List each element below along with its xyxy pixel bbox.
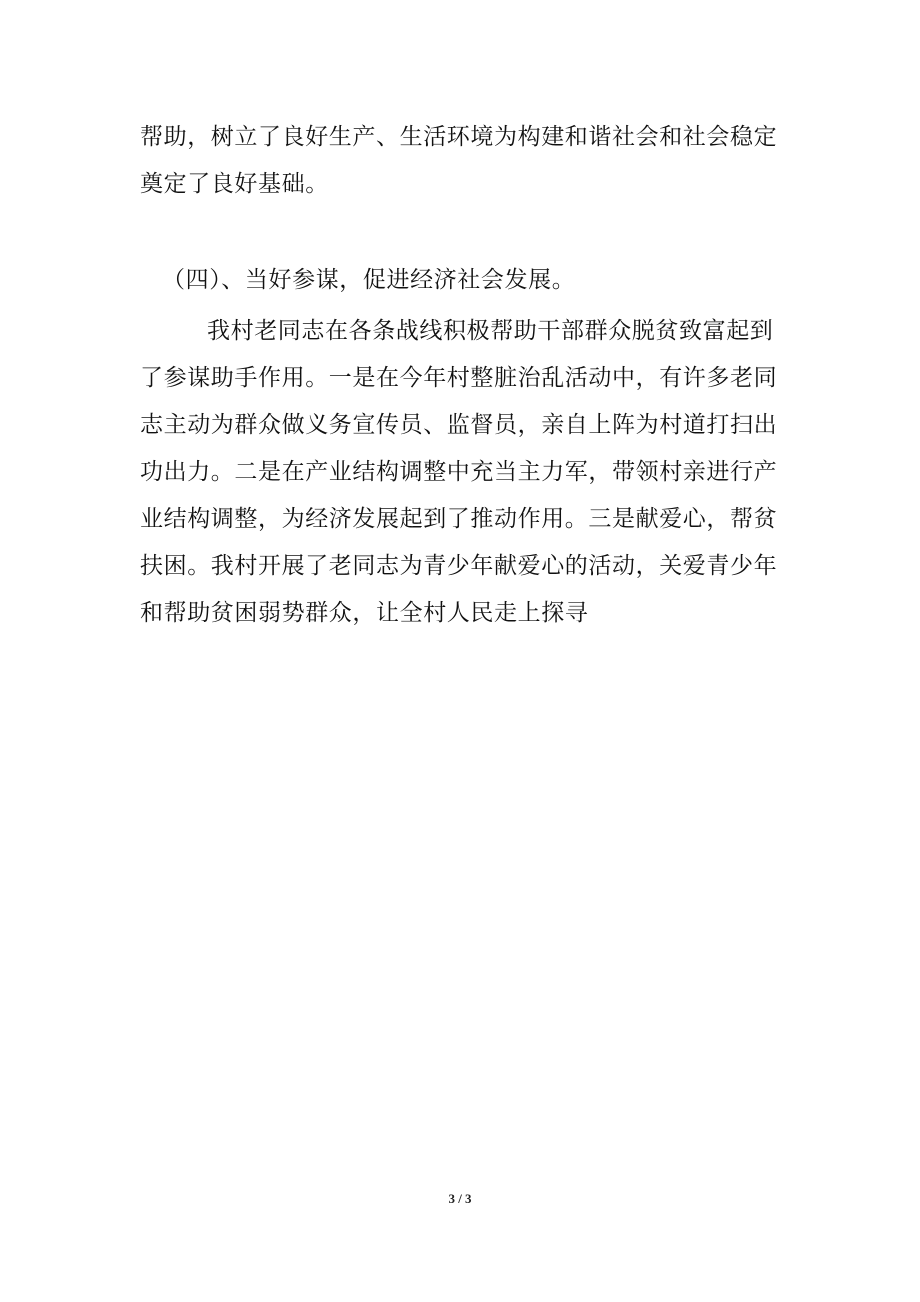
section-heading: （四）、当好参谋，促进经济社会发展。: [162, 267, 576, 293]
page-number: 3 / 3: [448, 1191, 472, 1206]
body-paragraph: 我村老同志在各条战线积极帮助干部群众脱贫致富起到了参谋助手作用。一是在今年村整脏治乱活动中，有许多老同志主动为群众做义务宣传员、监督员，亲自上阵为村道打扫出功出力。二是在产业结构调整中充当主力军，带领村亲进行产业结构调整，为经济发展起到了推动作用。三是献爱心，帮贫扶困。我村开展了老同志为青少年献爱心的活动，关爱青少年和帮助贫困弱势群众，让全村人民走上探寻: [140, 318, 778, 626]
body-paragraph-continuation: 帮助，树立了良好生产、生活环境为构建和谐社会和社会稳定奠定了良好基础。: [140, 124, 778, 197]
